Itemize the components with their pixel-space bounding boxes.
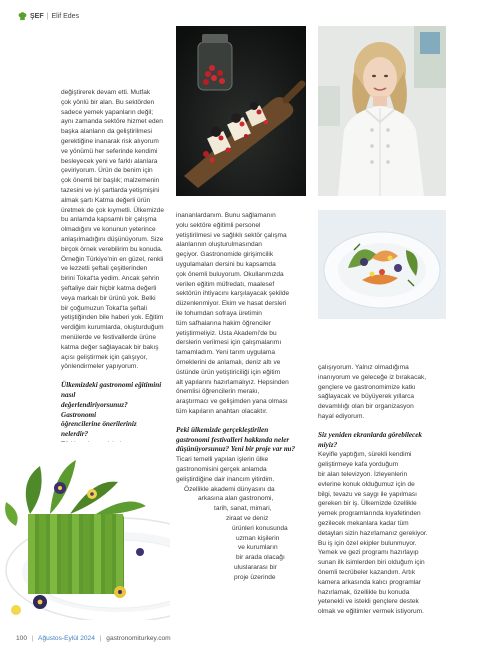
footer-separator: | xyxy=(31,635,34,642)
text-line: Yemek ve gezi programı hazırlayıp xyxy=(318,549,419,557)
plated-dish-photo xyxy=(318,210,446,319)
text-line: yemek programlarında kıyafetinden xyxy=(318,510,421,518)
page-header xyxy=(18,12,79,21)
text-line: bilgi, tevazu ve saygı ile yapılması xyxy=(318,490,417,498)
text-line: detayları sizin hazırlamanız gerekiyor. xyxy=(318,529,428,537)
text-line: alanlarının oluşturulmasından xyxy=(176,241,262,249)
website-link[interactable]: gastronomiturkey.com xyxy=(106,635,171,642)
text-line: devamlılığı olan bir organizasyon xyxy=(318,403,414,411)
interview-answer xyxy=(176,455,307,582)
text-line: tüm kapıların anahtarı olacaktır. xyxy=(176,407,268,415)
text-line: yolu sektöre eğitimli personel xyxy=(176,221,261,229)
question-line: miyiz? xyxy=(318,440,338,449)
question-line: Peki ülkemizde gerçekleştirilen xyxy=(176,425,269,434)
text-line: olmadığını ve konunun yeterince xyxy=(61,226,156,234)
text-line: üretmek de çok kıymetli. Ülkemizde xyxy=(61,206,164,214)
text-line: sektörün ihtiyacını karşılayacak şekilde xyxy=(176,290,290,298)
text-line: ziraat ve deniz xyxy=(226,514,269,522)
header-separator: | xyxy=(46,13,49,20)
text-line: çeviriyorum. Ürün de benim için xyxy=(61,167,153,175)
text-line: anlaşılmadığını düşünüyorum. Size xyxy=(61,235,164,243)
text-line: besleyecek yeni ve farklı alanlara xyxy=(61,157,158,165)
footer-separator: | xyxy=(99,635,102,642)
text-column-3 xyxy=(318,363,440,617)
dessert-photo xyxy=(176,26,306,196)
column-1-body xyxy=(61,88,164,372)
text-line: sadece yemek yapanların değil; xyxy=(61,108,154,116)
text-column-2 xyxy=(176,211,307,582)
text-line: çok yönlü bir alan. Bu sektörden xyxy=(61,98,155,106)
question-line: Siz yeniden ekranlarda görebilecek xyxy=(318,430,423,439)
question-line: öğrencilerine önerileriniz nelerdir? xyxy=(61,420,137,439)
text-line: çalışıyorum. Yalnız olmadığıma xyxy=(318,364,409,371)
column-3-body xyxy=(318,363,440,422)
text-line: bir arada olacağı xyxy=(236,554,285,562)
question-line: Ülkemizdeki gastronomi eğitimini nasıl xyxy=(61,381,162,399)
text-line: hazırlamak, özellikle bu konuda xyxy=(318,588,410,596)
text-line: ve kurumların xyxy=(238,544,278,552)
text-line: evlerine konuk olduğumuz için de xyxy=(318,480,415,488)
text-line: tamamladım. Yeni tarım uygulama xyxy=(176,349,275,357)
text-line: hayal ediyorum. xyxy=(318,412,365,420)
text-line: sağlayacak ve büyüyerek yıllarca xyxy=(318,393,415,401)
text-line: araştırmacı ve gelişimden yana olması xyxy=(176,398,288,406)
text-line: uluslararası bir xyxy=(234,563,277,571)
text-line: tazesini ve iyi şartlarda yetişmişini xyxy=(61,186,160,194)
paragraph-gap xyxy=(176,417,307,426)
text-line: gereken bir iş. Ülkemizde özellikle xyxy=(318,500,417,508)
text-line: başka alanların da geliştirilmesi xyxy=(61,128,152,136)
chef-hat-icon xyxy=(18,12,27,21)
text-line: gençlere ve gastronomimize katkı xyxy=(318,383,416,391)
section-label: ŞEF xyxy=(30,13,44,20)
text-line: Ticari temelli yapılan işlerin ülke xyxy=(176,456,269,464)
text-line: değiştirerek devam etti. Mutfak xyxy=(61,89,151,96)
interview-answer xyxy=(318,450,440,617)
text-line: almak şartı Katma değerli ürün xyxy=(61,196,151,204)
text-line: geliştirdiğine dair inancım yitirdim. xyxy=(176,475,275,483)
text-line: birini Tokat'ta yedim. Ancak şehrin xyxy=(61,275,160,283)
text-line: ve yönümü her seferinde kendimi xyxy=(61,147,158,155)
text-line: ile tohumdan sofraya üretimin xyxy=(176,309,262,317)
text-line: sunan ilk isimlerden biri olduğum için xyxy=(318,559,425,567)
column-2-body xyxy=(176,211,307,417)
text-line: Özellikle akademi dünyasını da xyxy=(184,485,275,493)
page-footer xyxy=(16,635,171,642)
question-line: gastronomi festivalleri hakkında neler xyxy=(176,435,290,444)
text-line: arkasına alan gastronomi, xyxy=(198,495,274,503)
text-line: veya markalı bir ürünü yok. Belki xyxy=(61,294,156,302)
text-line: çok önemli bir başlık; malzemenin xyxy=(61,177,160,185)
text-line: çok önemli buluyorum. Okullarımızda xyxy=(176,270,284,278)
text-line: gezilecek mekanlara kadar tüm xyxy=(318,519,409,527)
issue-date: Ağustos-Eylül 2024 xyxy=(38,635,95,642)
text-line: uzman kişilerin xyxy=(236,534,280,542)
green-bean-terrine-photo xyxy=(0,442,170,620)
text-line: gastronomisini gerçek anlamda xyxy=(176,465,267,473)
text-line: derslerin verilmesi için çalışmalarımı xyxy=(176,339,282,347)
text-column-1 xyxy=(61,88,164,479)
text-line: önemli tecrübeler kazandım. Artık xyxy=(318,568,416,576)
text-line: verilen eğitim müfredatı, maalesef xyxy=(176,280,275,288)
text-line: aynı zamanda sektöre hizmet eden xyxy=(61,118,163,126)
text-line: geliştirmeye kafa yorduğum xyxy=(318,461,399,469)
chef-portrait-photo xyxy=(318,26,446,196)
text-line: yönlendirmeler yapıyorum. xyxy=(61,363,139,371)
text-line: bu anlamda kapsamlı bir çalışma xyxy=(61,216,157,224)
page-number: 100 xyxy=(16,635,28,642)
text-line: Keyifle yaptığım, sürekli kendimi xyxy=(318,451,412,459)
text-line: Örneğin Türkiye'nin en güzel, renkli xyxy=(61,255,164,263)
interview-question xyxy=(176,426,307,455)
text-line: ürünleri konusunda xyxy=(232,524,288,532)
text-line: inananlardanım. Bunu sağlamanın xyxy=(176,212,276,219)
text-line: şeftaliye dair hiçbir katma değerli xyxy=(61,284,157,292)
text-line: gerektiğine inanarak risk alıyorum xyxy=(61,137,159,145)
text-line: inanıyorum ve geleceğe iz bırakacak, xyxy=(318,373,427,381)
text-line: uygulamaları dersini bu kapsamda xyxy=(176,260,276,268)
text-line: yetenekli ve istekli gençlere destek xyxy=(318,598,419,606)
text-line: tarih, sanat, mimari, xyxy=(214,505,272,513)
text-line: açısı geliştirmek için çalışıyor, xyxy=(61,353,148,361)
text-line: düzenlenmiyor. Ekim ve hasat dersleri xyxy=(176,300,287,308)
text-line: Bu iş için özel ekipler bulunmuyor. xyxy=(318,539,417,547)
question-line: değerlendiriyorsunuz? Gastronomi xyxy=(61,400,128,419)
text-line: üstünde ürün yetiştiriciliği için eğitim xyxy=(176,368,281,376)
text-line: proje üzerinde xyxy=(234,573,276,581)
paragraph-gap xyxy=(318,422,440,431)
text-line: tüm safhalarına hakim öğrenciler xyxy=(176,319,271,327)
text-line: bir çoğumuzun Tokat'ta şeftali xyxy=(61,304,147,312)
author-name: Elif Edes xyxy=(51,13,80,20)
text-line: kamera arkasında kalıcı programlar xyxy=(318,578,421,586)
question-line: düşünüyorsunuz? Yeni bir proje var mı? xyxy=(176,445,296,454)
text-line: menülerde ve festivallerde ürüne xyxy=(61,333,156,341)
text-line: bir alan televizyon. İzleyenlerin xyxy=(318,470,408,478)
text-line: birçok örnek verebilirim bu konuda. xyxy=(61,245,163,253)
text-line: alt yapılarını hazırlamalıyız. Hepsinden xyxy=(176,378,289,386)
text-line: geçiyor. Gastronomide girişimcilik xyxy=(176,251,274,259)
text-line: yetiştiğinden bile haberi yok. Eğitim xyxy=(61,314,164,322)
paragraph-gap xyxy=(61,372,164,381)
text-line: katma değer sağlayacak bir bakış xyxy=(61,343,159,351)
text-line: ve lezzetli şeftali çeşitlerinden xyxy=(61,265,148,273)
text-line: örneklerini de anlamalı, deniz altı ve xyxy=(176,358,281,366)
text-line: verdiğim kurumlarda, oluşturduğum xyxy=(61,324,164,332)
text-line: olmak ve eğitimler vermek istiyorum. xyxy=(318,608,424,616)
text-line: yetiştirilmesi ve sağlıklı sektör çalışma xyxy=(176,231,287,239)
text-line: önemlisi öğrencilerin merakı, xyxy=(176,388,260,396)
interview-question xyxy=(61,381,164,440)
text-line: yetiştirmeliyiz. Usta Akademi'de bu xyxy=(176,329,277,337)
interview-question xyxy=(318,431,440,451)
